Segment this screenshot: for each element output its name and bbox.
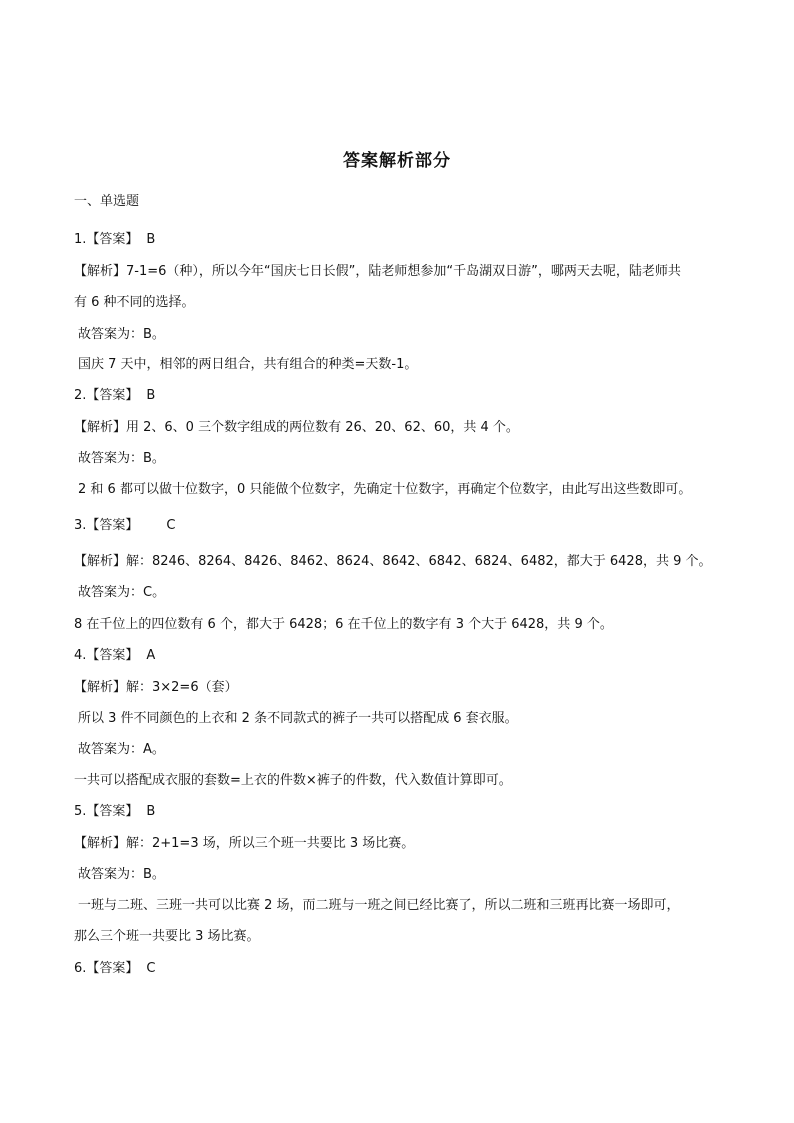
q2-answer-label: 2.【答案】 — [74, 388, 139, 403]
q1-analysis-line2: 有 6 种不同的选择。 — [74, 295, 195, 310]
q5-answer-value: B — [146, 804, 156, 819]
section-heading: 一、单选题 — [74, 194, 140, 209]
q3-answer-label: 3.【答案】 — [74, 518, 139, 533]
q5-analysis: 【解析】解：2+1=3 场，所以三个班一共要比 3 场比赛。 — [74, 836, 415, 851]
q5-conclusion: 故答案为：B。 — [78, 867, 165, 882]
q4-answer-value: A — [146, 648, 156, 663]
q2-note: 2 和 6 都可以做十位数字，0 只能做个位数字，先确定十位数字，再确定个位数字，由此写出这些数即可。 — [78, 482, 692, 497]
page-title: 答案解析部分 — [343, 151, 451, 171]
q1-answer-value: B — [146, 232, 156, 247]
q4-answer-line — [74, 647, 155, 665]
q4-answer-label: 4.【答案】 — [74, 648, 139, 663]
q5-note-line1: 一班与二班、三班一共可以比赛 2 场，而二班与一班之间已经比赛了，所以二班和三班再比赛一场即可， — [78, 898, 680, 913]
q3-note: 8 在千位上的四位数有 6 个，都大于 6428；6 在千位上的数字有 3 个大于 6428，共 9 个。 — [74, 617, 613, 632]
q2-answer-value: B — [146, 388, 156, 403]
q3-conclusion: 故答案为：C。 — [78, 585, 166, 600]
q5-answer-label: 5.【答案】 — [74, 804, 139, 819]
q4-conclusion: 故答案为：A。 — [78, 742, 165, 757]
q1-conclusion: 故答案为：B。 — [78, 327, 165, 342]
q3-answer-line — [74, 517, 175, 535]
q3-analysis: 【解析】解：8246、8264、8426、8462、8624、8642、6842、6824、6482，都大于 6428，共 9 个。 — [74, 554, 712, 569]
q4-analysis: 【解析】解：3×2=6（套） — [74, 680, 238, 695]
q2-answer-line — [74, 387, 155, 405]
q5-answer-line — [74, 803, 155, 821]
q5-note-line2: 那么三个班一共要比 3 场比赛。 — [74, 929, 260, 944]
q3-answer-value: C — [166, 518, 176, 533]
q6-answer-value: C — [146, 961, 156, 976]
q4-detail: 所以 3 件不同颜色的上衣和 2 条不同款式的裤子一共可以搭配成 6 套衣服。 — [78, 711, 518, 726]
q6-answer-line — [74, 960, 155, 978]
q1-analysis-line1: 【解析】7-1=6（种），所以今年“国庆七日长假”，陆老师想参加“千岛湖双日游”，哪两天去呢，陆老师共 — [74, 264, 681, 279]
q2-conclusion: 故答案为：B。 — [78, 451, 165, 466]
q2-analysis: 【解析】用 2、6、0 三个数字组成的两位数有 26、20、62、60，共 4 个。 — [74, 420, 519, 435]
q1-answer-line — [74, 231, 155, 249]
q1-note: 国庆 7 天中，相邻的两日组合，共有组合的种类=天数-1。 — [78, 357, 418, 372]
q1-answer-label: 1.【答案】 — [74, 232, 139, 247]
q6-answer-label: 6.【答案】 — [74, 961, 139, 976]
q4-note: 一共可以搭配成衣服的套数=上衣的件数×裤子的件数，代入数值计算即可。 — [74, 773, 512, 788]
